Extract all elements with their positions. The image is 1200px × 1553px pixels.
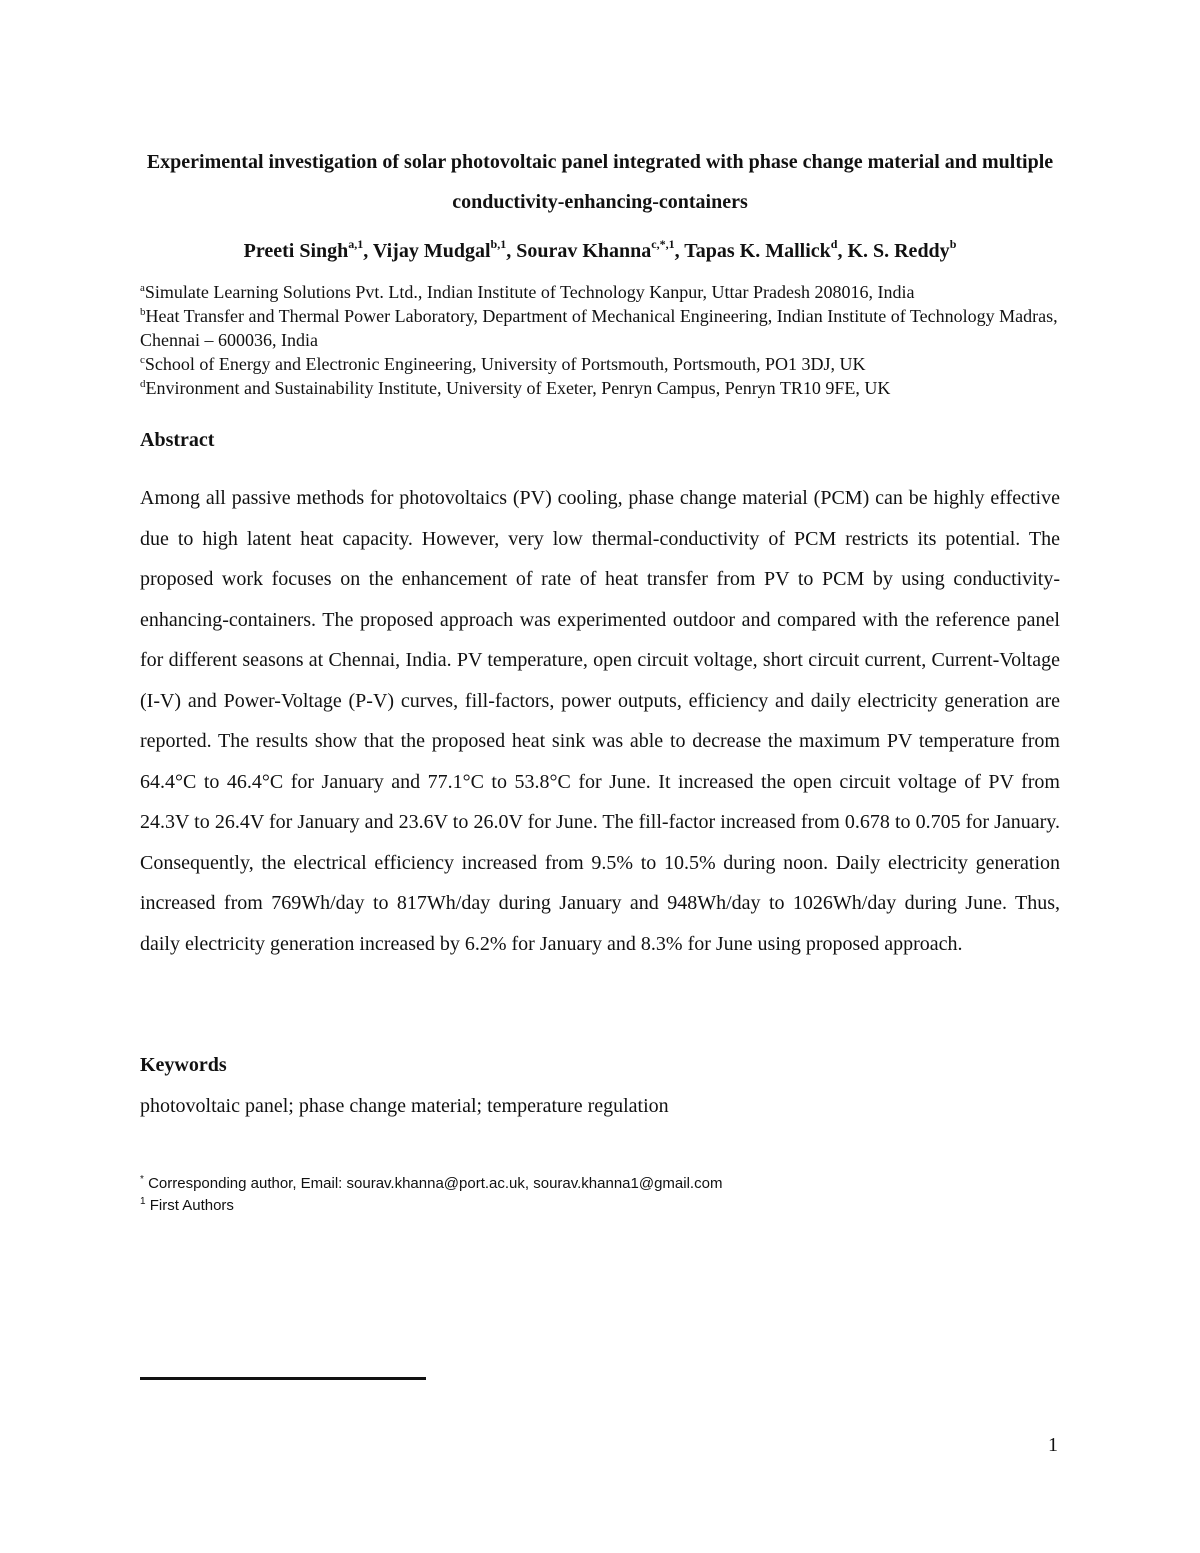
author-name: Vijay Mudgal — [372, 240, 491, 262]
author-separator: , — [674, 240, 685, 262]
author-affiliation-marker: a,1 — [348, 237, 364, 251]
keywords-heading: Keywords — [140, 1054, 227, 1076]
footnotes — [140, 1173, 722, 1217]
author-affiliation-marker: c,*,1 — [651, 237, 675, 251]
author-name: Sourav Khanna — [516, 240, 652, 262]
affiliation-text: School of Energy and Electronic Engineering, University of Portsmouth, Portsmouth, PO1 3DJ, UK — [144, 354, 866, 374]
author-separator: , — [837, 240, 848, 262]
affiliation-list — [140, 280, 1060, 400]
author-affiliation-marker: b,1 — [490, 237, 507, 251]
affiliation — [140, 376, 1060, 400]
keywords-list: photovoltaic panel; phase change material; temperature regulation — [140, 1095, 669, 1117]
footnote — [140, 1195, 722, 1217]
author-affiliation-marker: d — [830, 237, 838, 251]
affiliation-marker: b — [140, 306, 146, 318]
footnote-separator-rule — [140, 1377, 426, 1380]
affiliation-marker: c — [140, 354, 145, 366]
affiliation-marker: a — [140, 282, 145, 294]
abstract-body: Among all passive methods for photovoltaics (PV) cooling, phase change material (PCM) can be highly effective due to high latent heat capacity. However, very low thermal-conductivity of PCM restricts its potential. The proposed work focuses on the enhancement of rate of heat transfer from PV to PCM by using conductivity-enhancing-containers. The proposed approach was experimented outdoor and compared with the reference panel for different seasons at Chennai, India. PV temperature, open circuit voltage, short circuit current, Current-Voltage (I-V) and Power-Voltage (P-V) curves, fill-factors, power outputs, efficiency and daily electricity generation are reported. The results show that the proposed heat sink was able to decrease the maximum PV temperature from 64.4°C to 46.4°C for January and 77.1°C to 53.8°C for June. It increased the open circuit voltage of PV from 24.3V to 26.4V for January and 23.6V to 26.0V for June. The fill-factor increased from 0.678 to 0.705 for January. Consequently, the electrical efficiency increased from 9.5% to 10.5% during noon. Daily electricity generation increased from 769Wh/day to 817Wh/day during January and 948Wh/day to 1026Wh/day during June. Thus, daily electricity generation increased by 6.2% for January and 8.3% for June using proposed approach. — [140, 487, 1060, 955]
affiliation — [140, 304, 1060, 352]
affiliation — [140, 352, 1060, 376]
paper-title: Experimental investigation of solar photovoltaic panel integrated with phase change material and multiple conductivity-enhancing-containers — [146, 151, 1054, 213]
author-affiliation-marker: b — [949, 237, 957, 251]
author-list — [140, 236, 1060, 266]
abstract-heading: Abstract — [140, 429, 215, 451]
affiliation — [140, 280, 1060, 304]
affiliation-text: Heat Transfer and Thermal Power Laboratory, Department of Mechanical Engineering, Indian Institute of Technology Madras, Chennai – 600036, India — [140, 306, 1058, 350]
page-number: 1 — [1048, 1434, 1058, 1456]
affiliation-text: Environment and Sustainability Institute, University of Exeter, Penryn Campus, Penryn TR10 9FE, UK — [145, 378, 891, 398]
author-name: Tapas K. Mallick — [684, 240, 831, 262]
footnote-text: First Authors — [145, 1197, 234, 1214]
footnote-marker: 1 — [140, 1196, 146, 1207]
affiliation-marker: d — [140, 378, 146, 390]
author-name: K. S. Reddy — [847, 240, 950, 262]
author-name: Preeti Singh — [243, 240, 349, 262]
author-separator: , — [506, 240, 517, 262]
footnote-marker: * — [140, 1174, 144, 1185]
footnote-text: Corresponding author, Email: sourav.khanna@port.ac.uk, sourav.khanna1@gmail.com — [143, 1175, 723, 1192]
footnote — [140, 1173, 722, 1195]
author-separator: , — [363, 240, 373, 262]
affiliation-text: Simulate Learning Solutions Pvt. Ltd., Indian Institute of Technology Kanpur, Uttar Pradesh 208016, India — [144, 282, 915, 302]
